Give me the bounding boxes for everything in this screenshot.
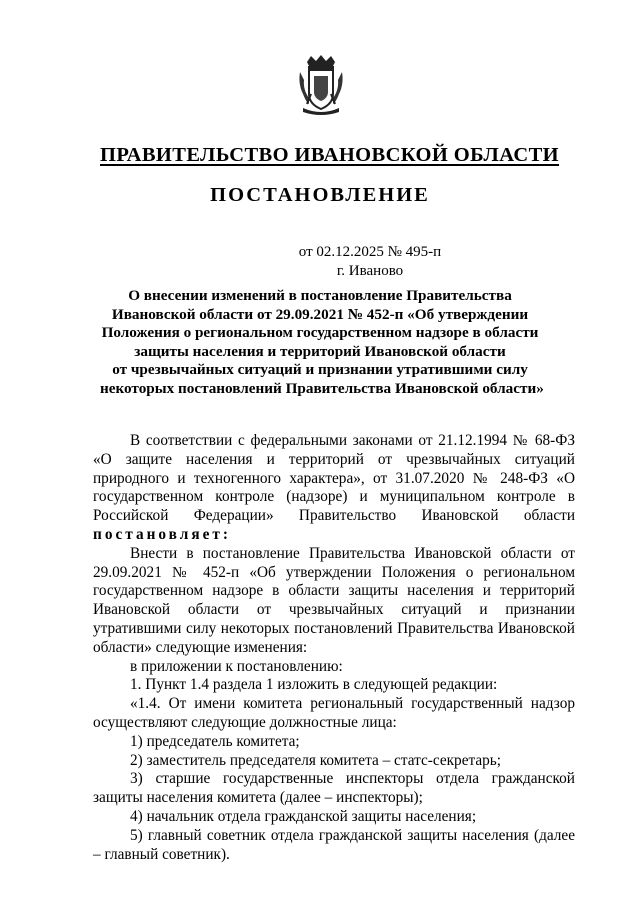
document-type: ПОСТАНОВЛЕНИЕ — [210, 184, 430, 206]
document-body — [93, 432, 575, 864]
title-line: Ивановской области от 29.09.2021 № 452-п «Об утверждении — [111, 305, 529, 323]
document-meta — [100, 243, 540, 281]
title-line: О внесении изменений в постановление Правительства — [128, 287, 512, 304]
title-line: некоторых постановлений Правительства Ивановской области» — [100, 379, 544, 397]
title-line: Положения о региональном государственном надзоре в области — [101, 324, 539, 342]
city: г. Иваново — [336, 263, 404, 279]
decides-keyword: постановляет: — [93, 525, 231, 543]
title-line: защиты населения и территорий Ивановской области — [134, 342, 506, 360]
document-title — [100, 287, 544, 399]
official-item: 5) главный советник отдела гражданской защиты населения (далее – главный советник). — [93, 826, 575, 863]
government-name: ПРАВИТЕЛЬСТВО ИВАНОВСКОЙ ОБЛАСТИ — [100, 144, 560, 166]
official-item: 1) председатель комитета; — [130, 732, 300, 750]
quoted-item: «1.4. От имени комитета региональный государственный надзор осуществляют следующие должностные лица: — [93, 695, 575, 731]
preamble: В соответствии с федеральными законами от 21.12.1994 № 68-ФЗ «О защите населения и территорий от чрезвычайных ситуаций природного и техногенного характера», от 31.07.2020 № 248-ФЗ «О государственном контроле (надзоре) и муниципальном контроле в Российской Федерации» Правительство Ивановской области постановляет: — [93, 432, 575, 543]
title-line: от чрезвычайных ситуаций и признании утратившими силу — [112, 361, 528, 379]
official-item: 4) начальник отдела гражданской защиты населения; — [130, 807, 477, 825]
coat-of-arms-icon — [297, 54, 345, 116]
appendix-line: в приложении к постановлению: — [130, 657, 343, 675]
item-1: 1. Пункт 1.4 раздела 1 изложить в следующей редакции: — [130, 676, 498, 694]
date-number: от 02.12.2025 № 495-п — [298, 244, 442, 260]
official-item: 3) старшие государственные инспекторы отдела гражданской защиты населения комитета (далее – инспекторы); — [93, 770, 575, 807]
intro-paragraph: Внести в постановление Правительства Ивановской области от 29.09.2021 № 452-п «Об утверждении Положения о региональном государственном надзоре в области защиты населения и территорий Ивановской области от чрезвычайных ситуаций и признании утратившими силу некоторых постановлений Правительства Ивановской области» следующие изменения: — [93, 544, 575, 656]
official-item: 2) заместитель председателя комитета – статс-секретарь; — [130, 751, 502, 769]
